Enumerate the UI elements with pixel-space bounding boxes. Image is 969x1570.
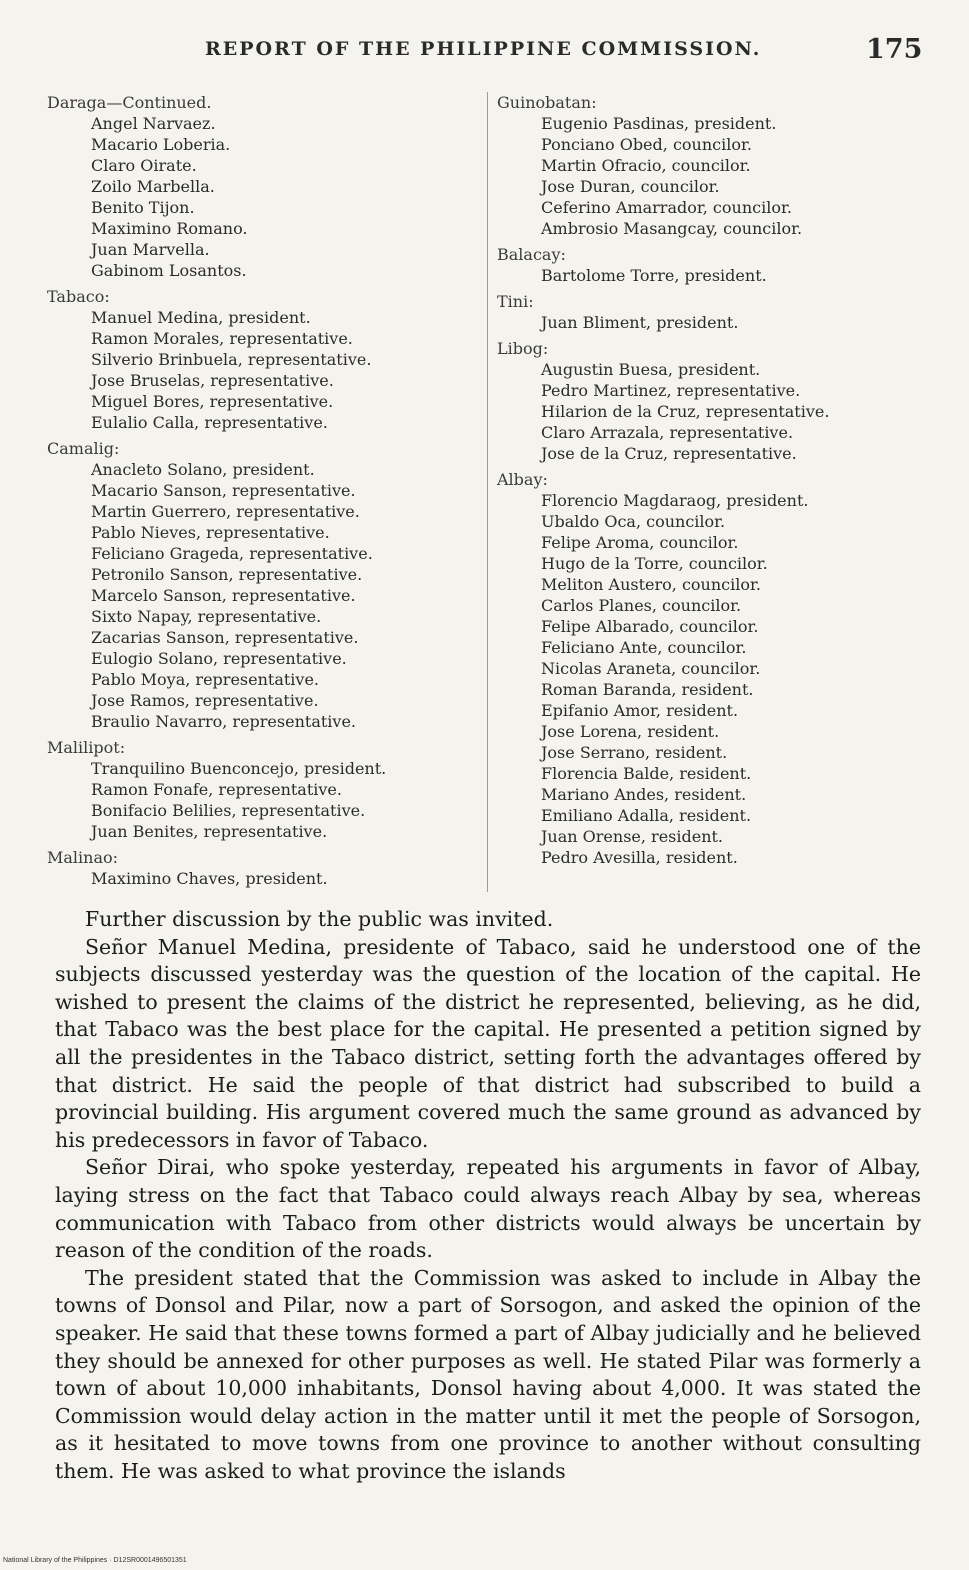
attendee-entry: Feliciano Ante, councilor. bbox=[541, 638, 747, 657]
attendee-entry: Jose Lorena, resident. bbox=[541, 722, 720, 741]
town-heading: Tabaco: bbox=[47, 287, 110, 306]
attendee-entry: Juan Bliment, president. bbox=[541, 313, 739, 332]
body-paragraph: Señor Manuel Medina, presidente of Tabaco, said he understood one of the subjects discussed yesterday was the question of the location of the capital. He wished to present the claims of the district he represented, believing, as he did, that Tabaco was the best place for the capital. He presented a petition signed by all the presidentes in the Tabaco district, setting forth the advantages offered by that district. He said the people of that district had subscribed to build a provincial building. His argument covered much the same ground as advanced by his predecessors in favor of Tabaco. bbox=[55, 934, 921, 1152]
attendee-entry: Bartolome Torre, president. bbox=[541, 266, 767, 285]
attendee-entry: Braulio Navarro, representative. bbox=[91, 712, 356, 731]
attendee-entry: Meliton Austero, councilor. bbox=[541, 575, 761, 594]
attendee-entry: Gabinom Losantos. bbox=[91, 261, 247, 280]
attendee-entry: Feliciano Grageda, representative. bbox=[91, 544, 373, 563]
attendee-entry: Bonifacio Belilies, representative. bbox=[91, 801, 366, 820]
attendee-entry: Angel Narvaez. bbox=[91, 114, 216, 133]
attendee-entry: Augustin Buesa, president. bbox=[541, 360, 761, 379]
attendee-entry: Jose Ramos, representative. bbox=[91, 691, 319, 710]
attendee-entry: Ceferino Amarrador, councilor. bbox=[541, 198, 792, 217]
attendee-entry: Juan Benites, representative. bbox=[91, 822, 328, 841]
left-column bbox=[47, 92, 487, 889]
attendee-entry: Eulalio Calla, representative. bbox=[91, 413, 328, 432]
body-paragraph: The president stated that the Commission was asked to include in Albay the towns of Donsol and Pilar, now a part of Sorsogon, and asked the opinion of the speaker. He said that these towns formed a part of Albay judicially and he believed they should be annexed for other purposes as well. He stated Pilar was formerly a town of about 10,000 inhabitants, Donsol having about 4,000. It was stated the Commission would delay action in the matter until it met the people of Sorsogon, as it hesitated to move towns from one province to another without consulting them. He was asked to what province the islands bbox=[55, 1265, 921, 1483]
attendee-entry: Tranquilino Buenconcejo, president. bbox=[91, 759, 387, 778]
attendee-entry: Ubaldo Oca, councilor. bbox=[541, 512, 726, 531]
attendee-entry: Juan Orense, resident. bbox=[541, 827, 724, 846]
attendee-entry: Hugo de la Torre, councilor. bbox=[541, 554, 768, 573]
attendee-entry: Jose de la Cruz, representative. bbox=[541, 444, 797, 463]
right-column bbox=[497, 92, 927, 868]
attendee-entry: Jose Duran, councilor. bbox=[541, 177, 720, 196]
attendee-entry: Roman Baranda, resident. bbox=[541, 680, 754, 699]
attendee-entry: Hilarion de la Cruz, representative. bbox=[541, 402, 830, 421]
town-heading: Tini: bbox=[497, 292, 534, 311]
attendee-entry: Macario Loberia. bbox=[91, 135, 231, 154]
town-heading: Balacay: bbox=[497, 245, 566, 264]
body-paragraph: Señor Dirai, who spoke yesterday, repeated his arguments in favor of Albay, laying stress on the fact that Tabaco could always reach Albay by sea, whereas communication with Tabaco from other districts would always be uncertain by reason of the condition of the roads. bbox=[55, 1155, 921, 1263]
town-heading: Camalig: bbox=[47, 439, 120, 458]
attendee-entry: Pedro Martinez, representative. bbox=[541, 381, 801, 400]
attendee-entry: Jose Serrano, resident. bbox=[541, 743, 728, 762]
attendee-entry: Manuel Medina, president. bbox=[91, 308, 311, 327]
attendee-lists bbox=[0, 92, 969, 900]
page-header bbox=[0, 34, 969, 70]
attendee-entry: Ramon Morales, representative. bbox=[91, 329, 353, 348]
attendee-entry: Claro Arrazala, representative. bbox=[541, 423, 794, 442]
attendee-entry: Emiliano Adalla, resident. bbox=[541, 806, 752, 825]
attendee-entry: Zacarias Sanson, representative. bbox=[91, 628, 359, 647]
attendee-entry: Jose Bruselas, representative. bbox=[91, 371, 334, 390]
body-text bbox=[55, 906, 921, 1485]
footer-note: National Library of the Philippines · D12SR0001496501351 bbox=[3, 1557, 187, 1564]
town-heading: Malinao: bbox=[47, 848, 119, 867]
attendee-entry: Juan Marvella. bbox=[91, 240, 210, 259]
attendee-entry: Silverio Brinbuela, representative. bbox=[91, 350, 372, 369]
attendee-entry: Florencio Magdaraog, president. bbox=[541, 491, 809, 510]
attendee-entry: Epifanio Amor, resident. bbox=[541, 701, 739, 720]
attendee-entry: Martin Ofracio, councilor. bbox=[541, 156, 751, 175]
attendee-entry: Felipe Albarado, councilor. bbox=[541, 617, 759, 636]
attendee-entry: Carlos Planes, councilor. bbox=[541, 596, 742, 615]
attendee-entry: Benito Tijon. bbox=[91, 198, 195, 217]
attendee-entry: Claro Oirate. bbox=[91, 156, 197, 175]
attendee-entry: Petronilo Sanson, representative. bbox=[91, 565, 363, 584]
attendee-entry: Anacleto Solano, president. bbox=[91, 460, 315, 479]
column-divider bbox=[487, 92, 488, 892]
body-paragraph: Further discussion by the public was invited. bbox=[85, 907, 554, 931]
attendee-entry: Sixto Napay, representative. bbox=[91, 607, 322, 626]
attendee-entry: Ponciano Obed, councilor. bbox=[541, 135, 752, 154]
attendee-entry: Ambrosio Masangcay, councilor. bbox=[541, 219, 803, 238]
town-heading: Daraga—Continued. bbox=[47, 93, 212, 112]
attendee-entry: Pablo Nieves, representative. bbox=[91, 523, 330, 542]
attendee-entry: Florencia Balde, resident. bbox=[541, 764, 752, 783]
town-heading: Albay: bbox=[497, 470, 548, 489]
page-number: 175 bbox=[866, 34, 923, 65]
attendee-entry: Eugenio Pasdinas, president. bbox=[541, 114, 777, 133]
attendee-entry: Zoilo Marbella. bbox=[91, 177, 215, 196]
town-heading: Libog: bbox=[497, 339, 549, 358]
attendee-entry: Felipe Aroma, councilor. bbox=[541, 533, 739, 552]
attendee-entry: Eulogio Solano, representative. bbox=[91, 649, 347, 668]
attendee-entry: Nicolas Araneta, councilor. bbox=[541, 659, 761, 678]
attendee-entry: Ramon Fonafe, representative. bbox=[91, 780, 342, 799]
town-heading: Guinobatan: bbox=[497, 93, 597, 112]
attendee-entry: Martin Guerrero, representative. bbox=[91, 502, 360, 521]
attendee-entry: Pablo Moya, representative. bbox=[91, 670, 319, 689]
town-heading: Malilipot: bbox=[47, 738, 126, 757]
attendee-entry: Marcelo Sanson, representative. bbox=[91, 586, 356, 605]
running-head: REPORT OF THE PHILIPPINE COMMISSION. bbox=[205, 38, 762, 60]
attendee-entry: Maximino Chaves, president. bbox=[91, 869, 328, 888]
attendee-entry: Maximino Romano. bbox=[91, 219, 248, 238]
attendee-entry: Macario Sanson, representative. bbox=[91, 481, 356, 500]
attendee-entry: Pedro Avesilla, resident. bbox=[541, 848, 738, 867]
attendee-entry: Mariano Andes, resident. bbox=[541, 785, 747, 804]
attendee-entry: Miguel Bores, representative. bbox=[91, 392, 334, 411]
